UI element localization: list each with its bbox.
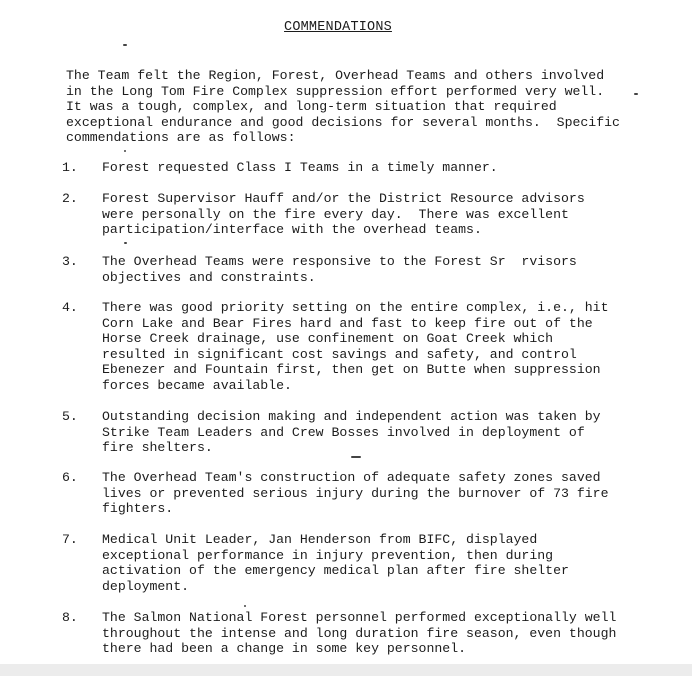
list-item-text: Forest Supervisor Hauff and/or the District Resource advisors were personally on the fire every day. There was excellent participation/interface with the overhead teams. bbox=[102, 191, 585, 238]
list-item-text: The Overhead Team's construction of adequate safety zones saved lives or prevented serious injury during the burnover of 73 fire fighters. bbox=[102, 470, 609, 517]
list-item-number: 8. bbox=[62, 610, 78, 625]
list-item-number: 7. bbox=[62, 532, 78, 547]
list-item-text: The Overhead Teams were responsive to the Forest Sr rvisors objectives and constraints. bbox=[102, 254, 577, 285]
list-item-number: 6. bbox=[62, 470, 78, 485]
list-item-text: Forest requested Class I Teams in a timely manner. bbox=[102, 160, 498, 175]
scan-speck bbox=[124, 150, 126, 152]
scan-speck bbox=[123, 44, 127, 46]
scan-speck bbox=[244, 605, 246, 607]
list-item-number: 2. bbox=[62, 191, 78, 206]
list-item-number: 5. bbox=[62, 409, 78, 424]
list-item-text: Medical Unit Leader, Jan Henderson from BIFC, displayed exceptional performance in injury prevention, then during activation of the emergency medical plan after fire shelter deployment. bbox=[102, 532, 569, 594]
intro-paragraph: The Team felt the Region, Forest, Overhead Teams and others involved in the Long Tom Fire Complex suppression effort performed very well. It was a tough, complex, and long-term situation that required exceptional endurance and good decisions for several months. Specific commendations are as follows: bbox=[66, 68, 620, 146]
list-item-number: 1. bbox=[62, 160, 78, 175]
scan-bottom-margin bbox=[0, 664, 692, 676]
scan-speck bbox=[634, 93, 638, 95]
scan-speck bbox=[351, 456, 361, 458]
list-item-text: The Salmon National Forest personnel performed exceptionally well throughout the intense and long duration fire season, even though there had been a change in some key personnel. bbox=[102, 610, 617, 657]
scan-speck bbox=[124, 242, 127, 244]
list-item-number: 4. bbox=[62, 300, 78, 315]
list-item-text: There was good priority setting on the entire complex, i.e., hit Corn Lake and Bear Fires hard and fast to keep fire out of the Horse Creek drainage, use confinement on Goat Creek which resulted in significant cost savings and safety, and control Ebenezer and Fountain first, then get on Butte when suppression forces became available. bbox=[102, 300, 609, 393]
page-title: COMMENDATIONS bbox=[284, 20, 392, 35]
list-item-number: 3. bbox=[62, 254, 78, 269]
list-item-text: Outstanding decision making and independent action was taken by Strike Team Leaders and Crew Bosses involved in deployment of fire shelters. bbox=[102, 409, 601, 456]
